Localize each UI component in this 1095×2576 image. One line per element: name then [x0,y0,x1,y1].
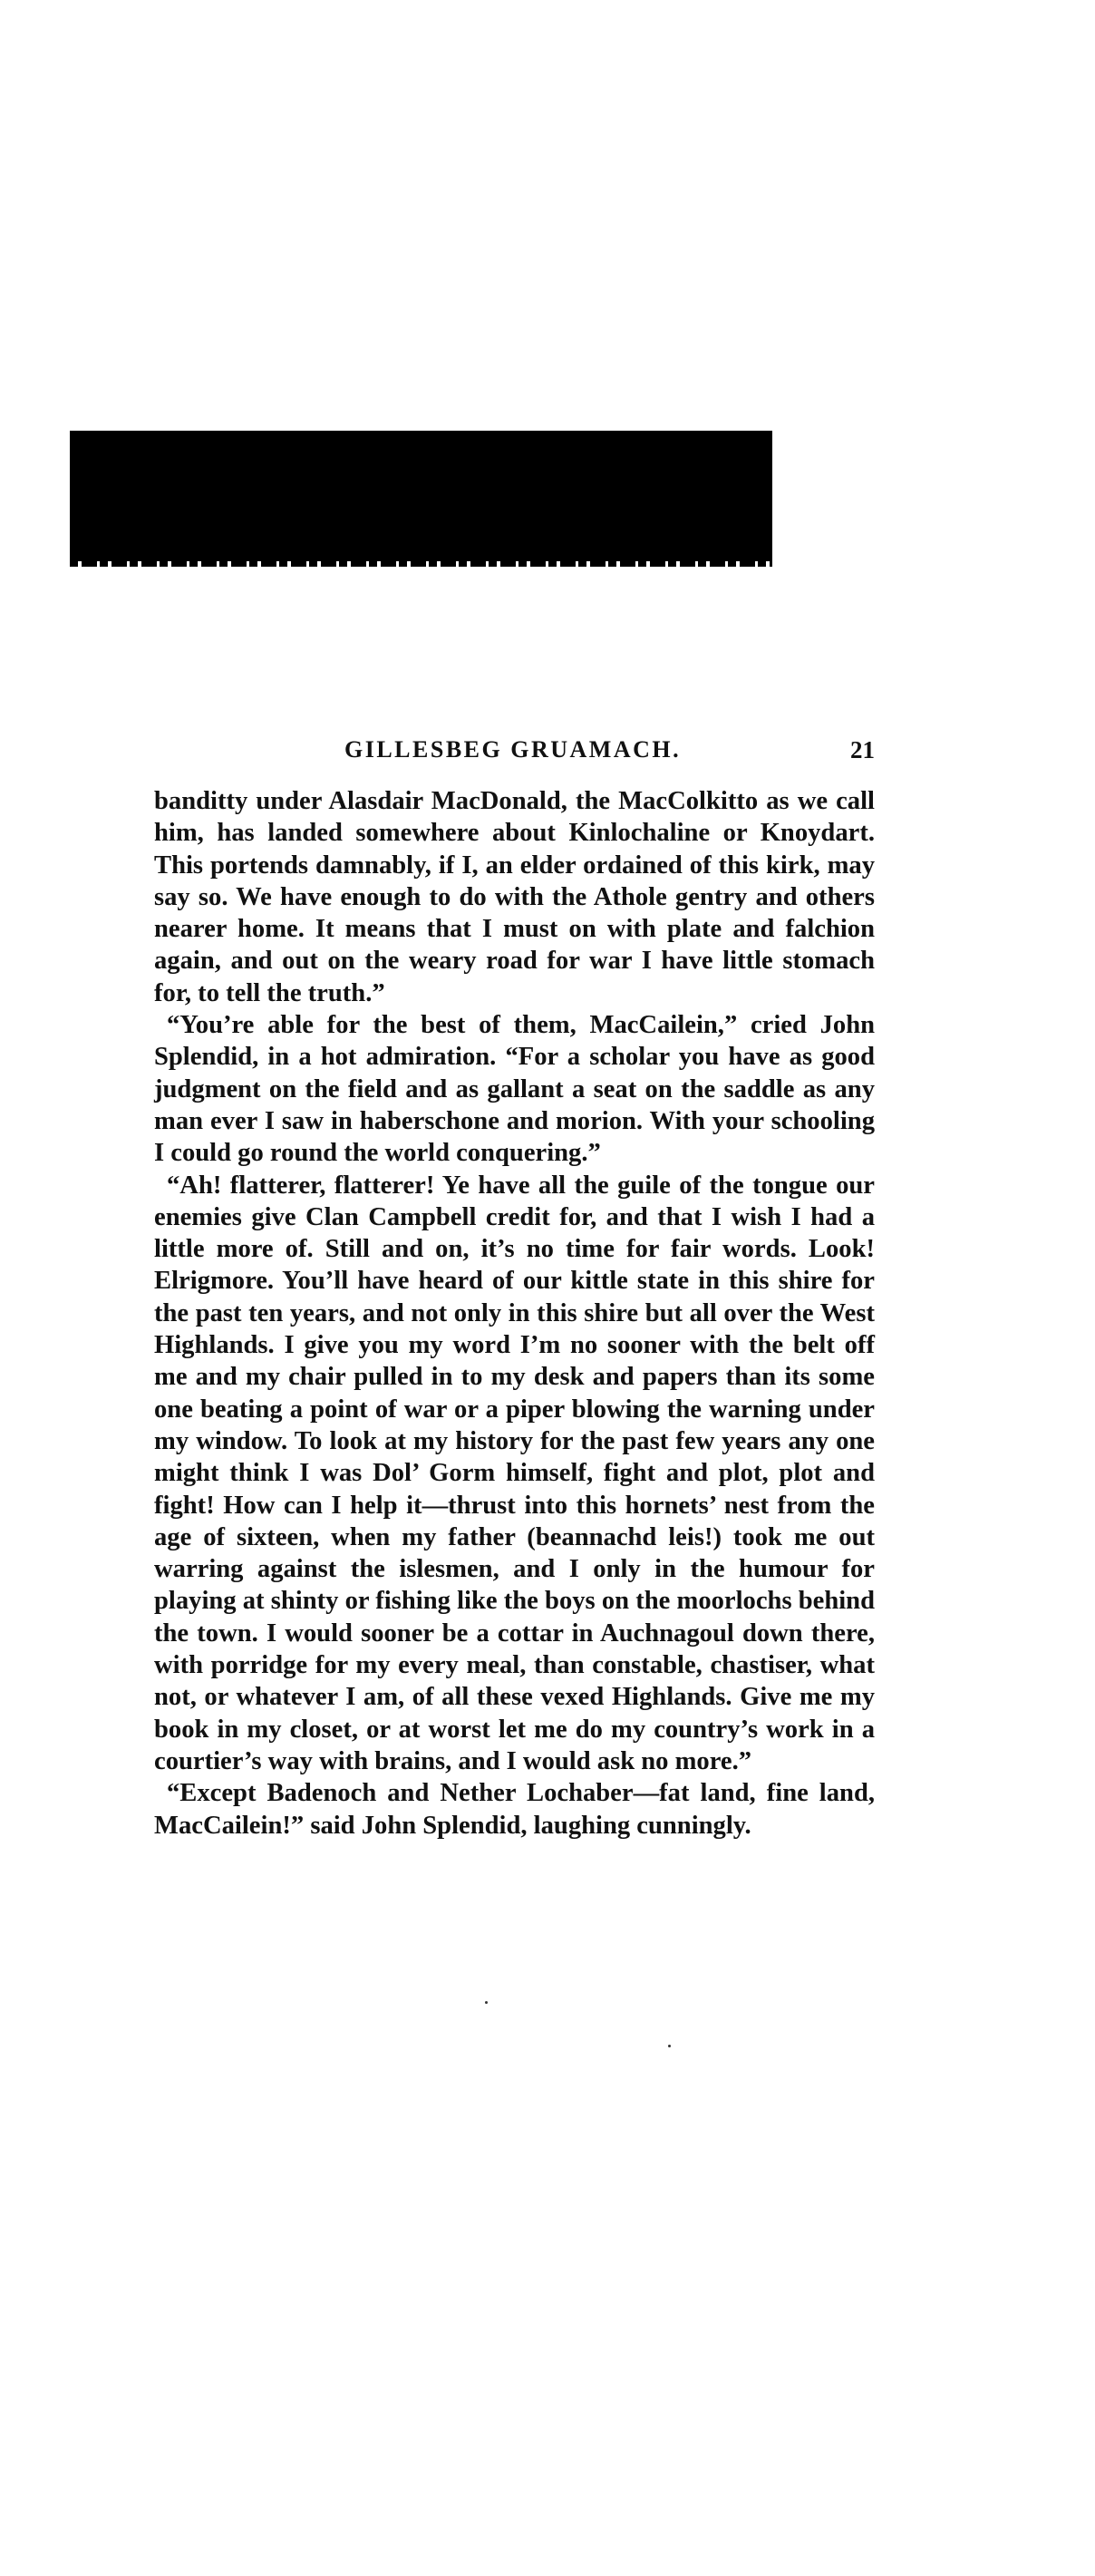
speck [485,2001,488,2004]
page-number: 21 [850,736,875,763]
running-title: GILLESBEG GRUAMACH. [344,736,682,763]
paragraph: “Except Badenoch and Nether Lochaber—fat land, fine land, MacCailein!” said John Splendid, laughing cunningly. [154,1779,875,1840]
page-header [154,736,875,773]
speck [668,2045,671,2047]
redaction-edge [70,561,772,567]
paragraph: banditty under Alasdair MacDonald, the MacColkitto as we call him, has landed somewhere about Kinlochaline or Knoydart. This portends damnably, if I, an elder ordained of this kirk, may say so. We have enough to do with the Athole gentry and others nearer home. It means that I must on with plate and falchion again, and out on the weary road for war I have little stomach for, to tell the truth.” [154,787,875,1007]
paragraph: “You’re able for the best of them, MacCailein,” cried John Splendid, in a hot admiration. “For a scholar you have as good judgment on the field and as gallant a seat on the saddle as any man ever I saw in haberschone and morion. With your schooling I could go round the world conquering.” [154,1011,875,1168]
paragraph: “Ah! flatterer, flatterer! Ye have all the guile of the tongue our enemies give Clan Campbell credit for, and that I wish I had a little more of. Still and on, it’s no time for fair words. Look! Elrigmore. You’ll have heard of our kittle state in this shire for the past ten years, and not only in this shire but all over the West Highlands. I give you my word I’m no sooner with the belt off me and my chair pulled in to my desk and papers than its some one beating a point of war or a piper blowing the warning under my window. To look at my history for the past few years any one might think I was Dol’ Gorm himself, fight and plot, plot and fight! How can I help it—thrust into this hornets’ nest from the age of sixteen, when my father (beannachd leis!) took me out warring against the islesmen, and I only in the humour for playing at shinty or fishing like the boys on the moorlochs behind the town. I would sooner be a cottar in Auchnagoul down there, with porridge for my every meal, than constable, chastiser, what not, or whatever I am, of all these vexed Highlands. Give me my book in my closet, or at worst let me do my country’s work in a courtier’s way with brains, and I would ask no more.” [154,1171,875,1775]
redaction-block [70,431,772,565]
body-text [154,785,875,1842]
